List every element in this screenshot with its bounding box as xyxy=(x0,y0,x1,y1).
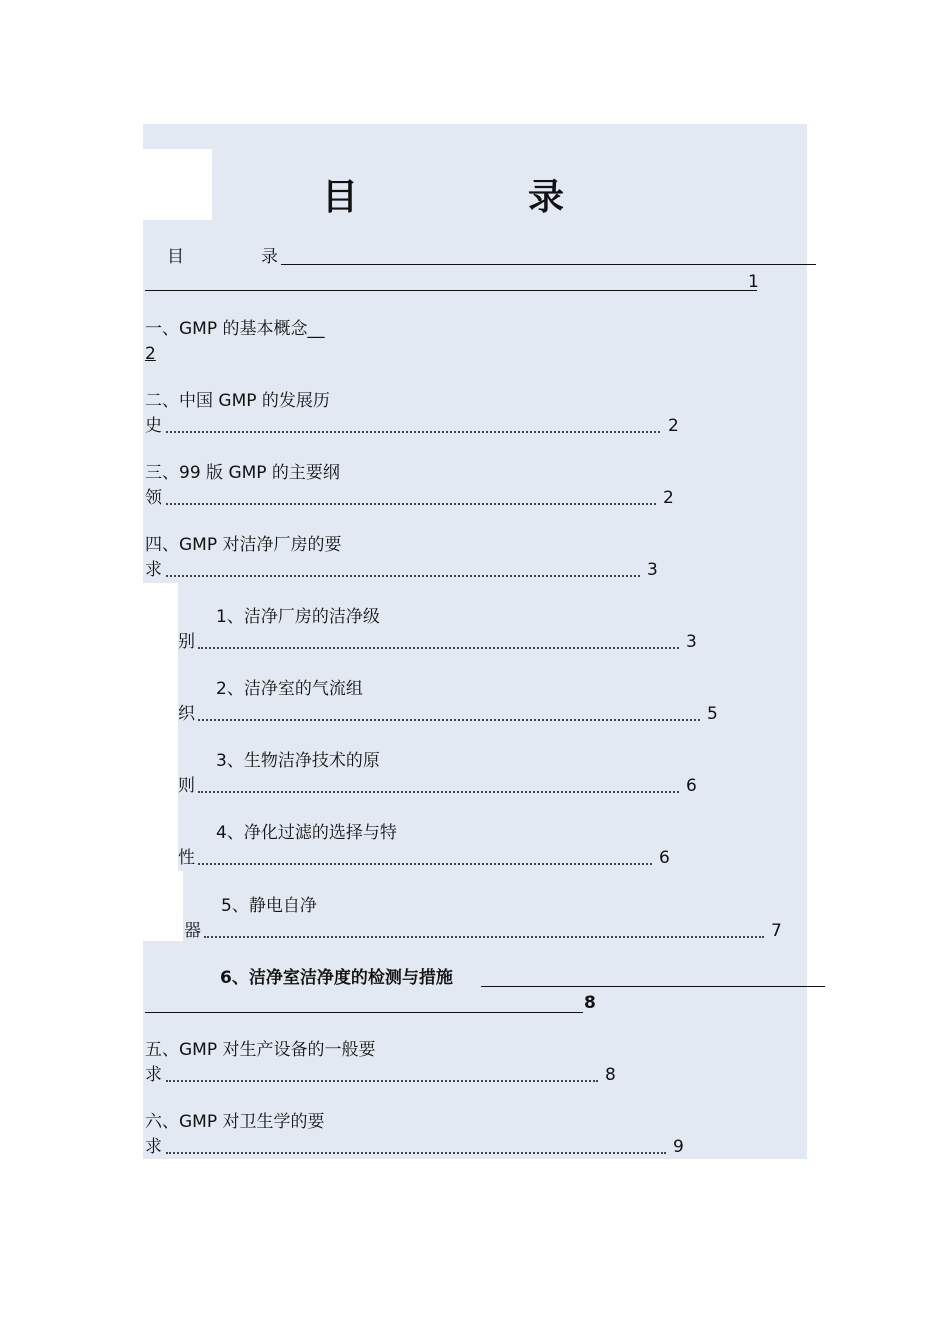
toc-entry-1-page[interactable]: 2 xyxy=(145,344,156,364)
toc-entry-2-title[interactable]: 二、中国 GMP 的发展历 xyxy=(145,391,330,411)
toc-entry-4-title[interactable]: 四、GMP 对洁净厂房的要 xyxy=(145,535,342,555)
toc-sub-6-page[interactable]: 8 xyxy=(584,993,596,1013)
toc-sub-1-leader xyxy=(198,647,679,649)
toc-background xyxy=(143,124,807,1159)
toc-sub-3-leader xyxy=(198,791,679,793)
toc-entry-1-title[interactable]: 一、GMP 的基本概念__ xyxy=(145,319,325,339)
toc-entry-0-leader-2 xyxy=(145,290,757,291)
toc-sub-4-title[interactable]: 4、净化过滤的选择与特 xyxy=(216,823,397,843)
toc-entry-4-page[interactable]: 3 xyxy=(647,560,658,580)
toc-entry-5-title[interactable]: 五、GMP 对生产设备的一般要 xyxy=(145,1040,376,1060)
toc-sub-4-page[interactable]: 6 xyxy=(659,848,670,868)
toc-sub-1-title[interactable]: 1、洁净厂房的洁净级 xyxy=(216,607,380,627)
toc-sub-5-title[interactable]: 5、静电自净 xyxy=(221,896,317,916)
toc-entry-2-leader xyxy=(166,431,660,433)
toc-entry-4-title-cont[interactable]: 求 xyxy=(145,560,162,580)
white-cutout-top xyxy=(143,149,212,220)
toc-entry-3-title[interactable]: 三、99 版 GMP 的主要纲 xyxy=(145,463,340,483)
toc-entry-5-page[interactable]: 8 xyxy=(605,1065,616,1085)
toc-sub-3-title-cont[interactable]: 则 xyxy=(178,776,195,796)
toc-sub-5-page[interactable]: 7 xyxy=(771,921,782,941)
toc-sub-6-leader xyxy=(481,986,825,987)
toc-sub-6-title[interactable]: 6、洁净室洁净度的检测与措施 xyxy=(220,968,453,988)
white-strip-left-lower xyxy=(143,871,183,941)
toc-entry-2-title-cont[interactable]: 史 xyxy=(145,416,162,436)
toc-sub-3-title[interactable]: 3、生物洁净技术的原 xyxy=(216,751,380,771)
toc-sub-6-leader-2 xyxy=(145,1012,583,1013)
toc-entry-0-leader xyxy=(281,264,816,265)
toc-sub-2-page[interactable]: 5 xyxy=(707,704,718,724)
toc-entry-5-leader xyxy=(166,1080,598,1082)
toc-entry-6-title-cont[interactable]: 求 xyxy=(145,1137,162,1157)
white-strip-left xyxy=(143,583,178,871)
toc-sub-4-leader xyxy=(198,863,652,865)
toc-sub-5-leader xyxy=(204,936,764,938)
toc-entry-3-title-cont[interactable]: 领 xyxy=(145,488,162,508)
toc-sub-1-title-cont[interactable]: 别 xyxy=(178,632,195,652)
toc-entry-5-title-cont[interactable]: 求 xyxy=(145,1065,162,1085)
toc-sub-2-leader xyxy=(198,719,700,721)
toc-sub-2-title-cont[interactable]: 织 xyxy=(178,704,195,724)
toc-entry-2-page[interactable]: 2 xyxy=(668,416,679,436)
toc-entry-6-page[interactable]: 9 xyxy=(673,1137,684,1157)
toc-title-left: 目 xyxy=(322,177,359,218)
toc-entry-3-page[interactable]: 2 xyxy=(663,488,674,508)
toc-title-right: 录 xyxy=(528,177,565,218)
toc-sub-4-title-cont[interactable]: 性 xyxy=(178,848,195,868)
toc-entry-6-title[interactable]: 六、GMP 对卫生学的要 xyxy=(145,1112,325,1132)
toc-entry-0-page: 1 xyxy=(748,272,759,292)
toc-entry-0-left: 目 xyxy=(167,247,184,267)
toc-entry-4-leader xyxy=(166,575,640,577)
toc-entry-0-right: 录 xyxy=(261,247,278,267)
toc-sub-3-page[interactable]: 6 xyxy=(686,776,697,796)
toc-entry-3-leader xyxy=(166,503,656,505)
toc-sub-2-title[interactable]: 2、洁净室的气流组 xyxy=(216,679,363,699)
toc-sub-5-title-cont[interactable]: 器 xyxy=(184,921,201,941)
toc-sub-1-page[interactable]: 3 xyxy=(686,632,697,652)
toc-entry-6-leader xyxy=(166,1152,666,1154)
